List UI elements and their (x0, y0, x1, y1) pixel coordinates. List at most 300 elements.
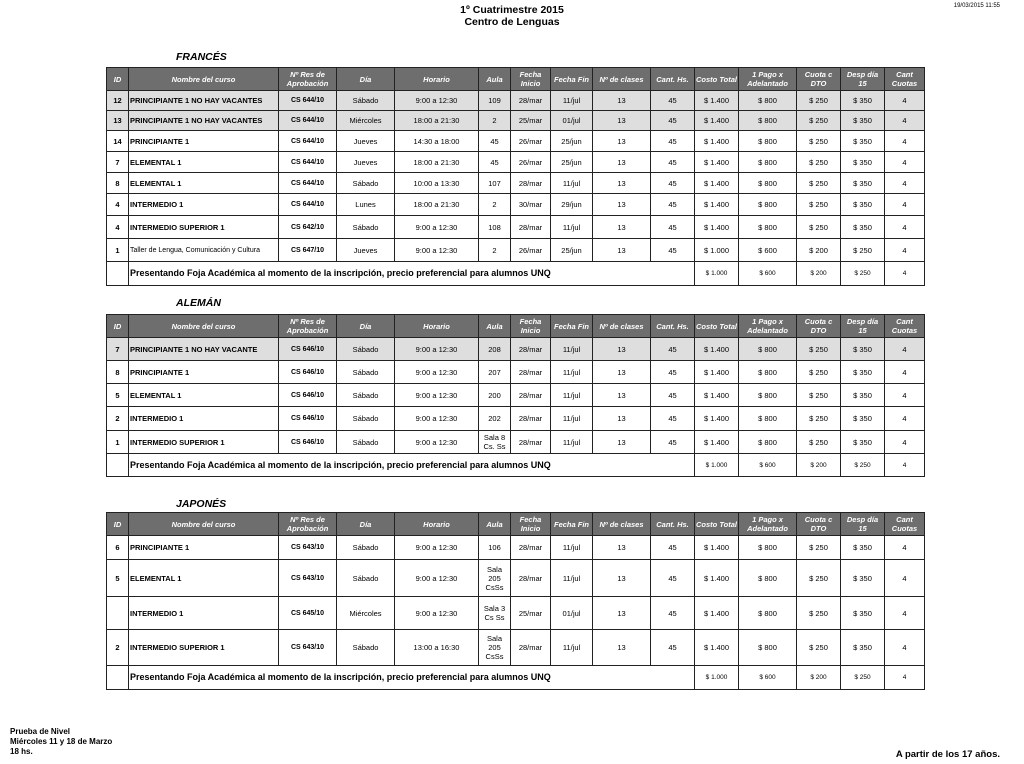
cell-discount-fee: $ 250 (797, 560, 841, 597)
cell-resolution: CS 646/10 (279, 431, 337, 454)
cell-id: 7 (107, 152, 129, 173)
cell-id: 4 (107, 194, 129, 216)
column-header-hours: Cant. Hs. (651, 315, 695, 338)
cell-num-classes: 13 (593, 131, 651, 152)
cell-day: Jueves (337, 239, 395, 262)
cell-resolution: CS 644/10 (279, 91, 337, 111)
cell-num-installments: 4 (885, 239, 925, 262)
cell-resolution: CS 644/10 (279, 131, 337, 152)
column-header-schedule: Horario (395, 68, 479, 91)
cell-classroom: 202 (479, 407, 511, 431)
placement-test-info (10, 727, 112, 757)
cell-total-cost: $ 1.400 (695, 152, 739, 173)
cell-num-classes: 13 (593, 173, 651, 194)
cell-num-classes: 13 (593, 361, 651, 384)
cell-id: 5 (107, 384, 129, 407)
cell-preferential-total-cost: $ 1.000 (695, 666, 739, 690)
schedule-table-japones (106, 512, 925, 690)
column-header-num-classes: Nº de clases (593, 315, 651, 338)
cell-classroom: 108 (479, 216, 511, 239)
header-row (107, 513, 925, 536)
cell-discount-fee: $ 250 (797, 111, 841, 131)
cell-start-date: 28/mar (511, 361, 551, 384)
preferential-price-note: Presentando Foja Académica al momento de la inscripción, precio preferencial para alumnos UNQ (129, 454, 695, 477)
cell-start-date: 28/mar (511, 216, 551, 239)
cell-num-installments: 4 (885, 560, 925, 597)
preferential-price-row (107, 454, 925, 477)
table-row (107, 560, 925, 597)
cell-discount-fee: $ 250 (797, 338, 841, 361)
table-row (107, 630, 925, 666)
preferential-price-note: Presentando Foja Académica al momento de la inscripción, precio preferencial para alumnos UNQ (129, 666, 695, 690)
table-row (107, 173, 925, 194)
cell-num-classes: 13 (593, 431, 651, 454)
cell-preferential-total-cost: $ 1.000 (695, 454, 739, 477)
cell-num-classes: 13 (593, 152, 651, 173)
column-header-start-date: Fecha Inicio (511, 513, 551, 536)
cell-fee-after-15: $ 350 (841, 431, 885, 454)
cell-schedule: 13:00 a 16:30 (395, 630, 479, 666)
column-header-end-date: Fecha Fin (551, 513, 593, 536)
cell-start-date: 28/mar (511, 630, 551, 666)
cell-id: 13 (107, 111, 129, 131)
cell-hours: 45 (651, 407, 695, 431)
column-header-day: Día (337, 68, 395, 91)
cell-course-name: INTERMEDIO SUPERIOR 1 (129, 431, 279, 454)
column-header-classroom: Aula (479, 68, 511, 91)
age-requirement: A partir de los 17 años. (895, 749, 1000, 760)
cell-hours: 45 (651, 384, 695, 407)
column-header-start-date: Fecha Inicio (511, 68, 551, 91)
cell-total-cost: $ 1.400 (695, 536, 739, 560)
header-row (107, 315, 925, 338)
column-header-total-cost: Costo Total (695, 68, 739, 91)
cell-fee-after-15: $ 350 (841, 173, 885, 194)
cell-id: 2 (107, 407, 129, 431)
column-header-advance-payment: 1 Pago x Adelantado (739, 513, 797, 536)
column-header-fee-after-15: Desp día 15 (841, 315, 885, 338)
cell-classroom: Sala 3 Cs Ss (479, 597, 511, 630)
cell-total-cost: $ 1.400 (695, 111, 739, 131)
cell-end-date: 11/jul (551, 173, 593, 194)
cell-course-name: PRINCIPIANTE 1 (129, 536, 279, 560)
cell-end-date: 11/jul (551, 630, 593, 666)
cell-num-installments: 4 (885, 111, 925, 131)
cell-resolution: CS 646/10 (279, 384, 337, 407)
column-header-course-name: Nombre del curso (129, 315, 279, 338)
cell-start-date: 28/mar (511, 91, 551, 111)
cell-id: 6 (107, 536, 129, 560)
cell-end-date: 11/jul (551, 407, 593, 431)
cell-start-date: 30/mar (511, 194, 551, 216)
table-row (107, 216, 925, 239)
cell-total-cost: $ 1.400 (695, 91, 739, 111)
cell-end-date: 11/jul (551, 91, 593, 111)
cell-day: Sábado (337, 431, 395, 454)
placement-test-time: 18 hs. (10, 747, 33, 756)
cell-preferential-discount-fee: $ 200 (797, 262, 841, 286)
column-header-discount-fee: Cuota c DTO (797, 513, 841, 536)
cell-start-date: 28/mar (511, 560, 551, 597)
cell-num-classes: 13 (593, 407, 651, 431)
cell-num-classes: 13 (593, 338, 651, 361)
cell-start-date: 28/mar (511, 431, 551, 454)
column-header-schedule: Horario (395, 513, 479, 536)
cell-end-date: 01/jul (551, 111, 593, 131)
cell-hours: 45 (651, 216, 695, 239)
cell-total-cost: $ 1.400 (695, 630, 739, 666)
column-header-course-name: Nombre del curso (129, 68, 279, 91)
column-header-num-classes: Nº de clases (593, 513, 651, 536)
cell-num-installments: 4 (885, 630, 925, 666)
column-header-total-cost: Costo Total (695, 513, 739, 536)
cell-discount-fee: $ 250 (797, 173, 841, 194)
cell-discount-fee: $ 250 (797, 597, 841, 630)
cell-discount-fee: $ 250 (797, 131, 841, 152)
cell-id: 7 (107, 338, 129, 361)
print-timestamp: 19/03/2015 11:55 (953, 3, 1000, 9)
cell-classroom: 106 (479, 536, 511, 560)
cell-advance-payment: $ 800 (739, 431, 797, 454)
cell-discount-fee: $ 250 (797, 384, 841, 407)
title-center: Centro de Lenguas (464, 16, 560, 28)
cell-num-installments: 4 (885, 216, 925, 239)
column-header-day: Día (337, 315, 395, 338)
column-header-classroom: Aula (479, 315, 511, 338)
cell-schedule: 14:30 a 18:00 (395, 131, 479, 152)
cell-num-classes: 13 (593, 194, 651, 216)
cell-advance-payment: $ 600 (739, 239, 797, 262)
cell-fee-after-15: $ 350 (841, 338, 885, 361)
cell-fee-after-15: $ 350 (841, 536, 885, 560)
cell-day: Miércoles (337, 111, 395, 131)
cell-day: Jueves (337, 131, 395, 152)
cell-total-cost: $ 1.400 (695, 216, 739, 239)
cell-preferential-discount-fee: $ 200 (797, 454, 841, 477)
cell-classroom: 207 (479, 361, 511, 384)
cell-id: 5 (107, 560, 129, 597)
cell-fee-after-15: $ 350 (841, 152, 885, 173)
column-header-resolution: Nº Res de Aprobación (279, 68, 337, 91)
cell-hours: 45 (651, 431, 695, 454)
cell-fee-after-15: $ 350 (841, 111, 885, 131)
table-row (107, 194, 925, 216)
cell-schedule: 10:00 a 13:30 (395, 173, 479, 194)
cell-num-installments: 4 (885, 384, 925, 407)
cell-resolution: CS 644/10 (279, 173, 337, 194)
cell-course-name: INTERMEDIO 1 (129, 597, 279, 630)
cell-fee-after-15: $ 350 (841, 407, 885, 431)
cell-classroom: Sala 8 Cs. Ss (479, 431, 511, 454)
cell-discount-fee: $ 250 (797, 194, 841, 216)
cell-num-classes: 13 (593, 111, 651, 131)
cell-hours: 45 (651, 597, 695, 630)
cell-fee-after-15: $ 250 (841, 239, 885, 262)
cell-resolution: CS 646/10 (279, 361, 337, 384)
cell-discount-fee: $ 250 (797, 361, 841, 384)
table-row (107, 384, 925, 407)
cell-schedule: 9:00 a 12:30 (395, 407, 479, 431)
cell-hours: 45 (651, 173, 695, 194)
cell-resolution: CS 642/10 (279, 216, 337, 239)
schedule-table-aleman (106, 314, 925, 477)
header-row (107, 68, 925, 91)
cell-advance-payment: $ 800 (739, 91, 797, 111)
column-header-resolution: Nº Res de Aprobación (279, 315, 337, 338)
cell-resolution: CS 647/10 (279, 239, 337, 262)
cell-advance-payment: $ 800 (739, 630, 797, 666)
cell-preferential-advance-payment: $ 600 (739, 666, 797, 690)
cell-num-classes: 13 (593, 216, 651, 239)
cell-preferential-num-installments: 4 (885, 666, 925, 690)
cell-classroom: 2 (479, 239, 511, 262)
cell-hours: 45 (651, 338, 695, 361)
cell-course-name: ELEMENTAL 1 (129, 384, 279, 407)
cell-num-installments: 4 (885, 361, 925, 384)
cell-total-cost: $ 1.400 (695, 173, 739, 194)
cell-num-installments: 4 (885, 194, 925, 216)
cell-preferential-fee-after-15: $ 250 (841, 666, 885, 690)
cell-num-classes: 13 (593, 91, 651, 111)
column-header-discount-fee: Cuota c DTO (797, 68, 841, 91)
cell-classroom: 208 (479, 338, 511, 361)
schedule-table-frances (106, 67, 925, 286)
cell-schedule: 9:00 a 12:30 (395, 597, 479, 630)
table-row (107, 152, 925, 173)
table-row (107, 239, 925, 262)
cell-discount-fee: $ 250 (797, 431, 841, 454)
cell-num-classes: 13 (593, 597, 651, 630)
column-header-id: ID (107, 513, 129, 536)
table-row (107, 536, 925, 560)
cell-preferential-discount-fee: $ 200 (797, 666, 841, 690)
cell-resolution: CS 645/10 (279, 597, 337, 630)
cell-course-name: PRINCIPIANTE 1 (129, 131, 279, 152)
cell-hours: 45 (651, 560, 695, 597)
cell-id: 4 (107, 216, 129, 239)
cell-fee-after-15: $ 350 (841, 361, 885, 384)
column-header-id: ID (107, 315, 129, 338)
cell-end-date: 25/jun (551, 131, 593, 152)
cell-preferential-fee-after-15: $ 250 (841, 454, 885, 477)
table-row (107, 338, 925, 361)
cell-discount-fee: $ 250 (797, 630, 841, 666)
cell-start-date: 26/mar (511, 152, 551, 173)
cell-day: Sábado (337, 91, 395, 111)
preferential-price-note: Presentando Foja Académica al momento de la inscripción, precio preferencial para alumnos UNQ (129, 262, 695, 286)
page-title (0, 4, 1024, 28)
cell-num-installments: 4 (885, 431, 925, 454)
cell-hours: 45 (651, 131, 695, 152)
cell-classroom: 45 (479, 131, 511, 152)
cell-id: 8 (107, 173, 129, 194)
column-header-hours: Cant. Hs. (651, 513, 695, 536)
cell-total-cost: $ 1.400 (695, 384, 739, 407)
cell-end-date: 25/jun (551, 152, 593, 173)
cell-day: Sábado (337, 630, 395, 666)
cell-total-cost: $ 1.400 (695, 597, 739, 630)
cell-id: 14 (107, 131, 129, 152)
cell-schedule: 9:00 a 12:30 (395, 216, 479, 239)
cell-start-date: 28/mar (511, 407, 551, 431)
cell-course-name: INTERMEDIO SUPERIOR 1 (129, 630, 279, 666)
cell-discount-fee: $ 200 (797, 239, 841, 262)
cell-classroom: 200 (479, 384, 511, 407)
table-row (107, 597, 925, 630)
cell-course-name: PRINCIPIANTE 1 NO HAY VACANTES (129, 91, 279, 111)
cell-id: 1 (107, 431, 129, 454)
cell-schedule: 9:00 a 12:30 (395, 560, 479, 597)
cell-advance-payment: $ 800 (739, 152, 797, 173)
column-header-fee-after-15: Desp día 15 (841, 513, 885, 536)
cell-hours: 45 (651, 239, 695, 262)
cell-course-name: INTERMEDIO 1 (129, 194, 279, 216)
cell-start-date: 25/mar (511, 111, 551, 131)
cell-end-date: 11/jul (551, 431, 593, 454)
section-title-frances: FRANCÉS (176, 51, 227, 63)
cell-start-date: 26/mar (511, 239, 551, 262)
cell-start-date: 28/mar (511, 173, 551, 194)
cell-id: 2 (107, 630, 129, 666)
cell-num-installments: 4 (885, 152, 925, 173)
cell-total-cost: $ 1.400 (695, 560, 739, 597)
cell-course-name: ELEMENTAL 1 (129, 173, 279, 194)
column-header-end-date: Fecha Fin (551, 315, 593, 338)
cell-day: Sábado (337, 407, 395, 431)
table-row (107, 131, 925, 152)
column-header-classroom: Aula (479, 513, 511, 536)
cell-course-name: ELEMENTAL 1 (129, 560, 279, 597)
cell-resolution: CS 644/10 (279, 152, 337, 173)
cell-end-date: 11/jul (551, 536, 593, 560)
cell-advance-payment: $ 800 (739, 173, 797, 194)
cell-discount-fee: $ 250 (797, 407, 841, 431)
cell-resolution: CS 646/10 (279, 407, 337, 431)
cell-advance-payment: $ 800 (739, 407, 797, 431)
column-header-num-installments: Cant Cuotas (885, 68, 925, 91)
cell-hours: 45 (651, 194, 695, 216)
table-row (107, 407, 925, 431)
cell-end-date: 25/jun (551, 239, 593, 262)
column-header-num-installments: Cant Cuotas (885, 513, 925, 536)
title-semester: 1º Cuatrimestre 2015 (460, 4, 564, 16)
cell-advance-payment: $ 800 (739, 536, 797, 560)
cell-end-date: 11/jul (551, 338, 593, 361)
cell-total-cost: $ 1.400 (695, 361, 739, 384)
cell-day: Sábado (337, 536, 395, 560)
cell-resolution: CS 644/10 (279, 111, 337, 131)
cell-resolution: CS 643/10 (279, 630, 337, 666)
cell-day: Sábado (337, 173, 395, 194)
cell-discount-fee: $ 250 (797, 536, 841, 560)
column-header-num-installments: Cant Cuotas (885, 315, 925, 338)
cell-num-classes: 13 (593, 384, 651, 407)
cell-preferential-advance-payment: $ 600 (739, 454, 797, 477)
cell-day: Sábado (337, 338, 395, 361)
cell-fee-after-15: $ 350 (841, 194, 885, 216)
cell-classroom: 2 (479, 111, 511, 131)
column-header-day: Día (337, 513, 395, 536)
cell-resolution: CS 643/10 (279, 536, 337, 560)
cell-schedule: 9:00 a 12:30 (395, 431, 479, 454)
cell-advance-payment: $ 800 (739, 131, 797, 152)
column-header-end-date: Fecha Fin (551, 68, 593, 91)
cell-end-date: 29/jun (551, 194, 593, 216)
section-title-aleman: ALEMÁN (176, 297, 221, 309)
cell-schedule: 18:00 a 21:30 (395, 194, 479, 216)
column-header-course-name: Nombre del curso (129, 513, 279, 536)
cell-day: Sábado (337, 384, 395, 407)
table-row (107, 361, 925, 384)
cell-fee-after-15: $ 350 (841, 131, 885, 152)
cell-num-installments: 4 (885, 91, 925, 111)
table-row (107, 91, 925, 111)
cell-advance-payment: $ 800 (739, 216, 797, 239)
cell-classroom: Sala 205 CsSs (479, 560, 511, 597)
column-header-start-date: Fecha Inicio (511, 315, 551, 338)
cell-classroom: 2 (479, 194, 511, 216)
cell-day: Sábado (337, 361, 395, 384)
column-header-total-cost: Costo Total (695, 315, 739, 338)
column-header-advance-payment: 1 Pago x Adelantado (739, 68, 797, 91)
cell-total-cost: $ 1.400 (695, 407, 739, 431)
column-header-advance-payment: 1 Pago x Adelantado (739, 315, 797, 338)
cell-day: Sábado (337, 560, 395, 597)
cell-total-cost: $ 1.400 (695, 131, 739, 152)
column-header-schedule: Horario (395, 315, 479, 338)
cell-resolution: CS 644/10 (279, 194, 337, 216)
cell-advance-payment: $ 800 (739, 338, 797, 361)
cell-fee-after-15: $ 350 (841, 216, 885, 239)
cell-fee-after-15: $ 350 (841, 384, 885, 407)
column-header-id: ID (107, 68, 129, 91)
cell-schedule: 9:00 a 12:30 (395, 536, 479, 560)
cell-empty (107, 262, 129, 286)
cell-resolution: CS 643/10 (279, 560, 337, 597)
cell-preferential-num-installments: 4 (885, 454, 925, 477)
cell-day: Lunes (337, 194, 395, 216)
cell-advance-payment: $ 800 (739, 111, 797, 131)
column-header-num-classes: Nº de clases (593, 68, 651, 91)
cell-course-name: INTERMEDIO SUPERIOR 1 (129, 216, 279, 239)
cell-id: 8 (107, 361, 129, 384)
cell-schedule: 9:00 a 12:30 (395, 361, 479, 384)
cell-id (107, 597, 129, 630)
placement-test-dates: Miércoles 11 y 18 de Marzo (10, 737, 113, 746)
cell-num-classes: 13 (593, 536, 651, 560)
cell-num-installments: 4 (885, 536, 925, 560)
cell-course-name: ELEMENTAL 1 (129, 152, 279, 173)
cell-num-installments: 4 (885, 338, 925, 361)
cell-num-classes: 13 (593, 560, 651, 597)
cell-total-cost: $ 1.400 (695, 431, 739, 454)
cell-end-date: 11/jul (551, 384, 593, 407)
cell-day: Sábado (337, 216, 395, 239)
cell-empty (107, 666, 129, 690)
cell-total-cost: $ 1.400 (695, 338, 739, 361)
cell-course-name: INTERMEDIO 1 (129, 407, 279, 431)
cell-course-name: PRINCIPIANTE 1 NO HAY VACANTE (129, 338, 279, 361)
cell-discount-fee: $ 250 (797, 216, 841, 239)
preferential-price-row (107, 262, 925, 286)
cell-schedule: 9:00 a 12:30 (395, 384, 479, 407)
cell-fee-after-15: $ 350 (841, 630, 885, 666)
cell-advance-payment: $ 800 (739, 560, 797, 597)
column-header-resolution: Nº Res de Aprobación (279, 513, 337, 536)
cell-end-date: 01/jul (551, 597, 593, 630)
cell-fee-after-15: $ 350 (841, 560, 885, 597)
cell-schedule: 9:00 a 12:30 (395, 239, 479, 262)
